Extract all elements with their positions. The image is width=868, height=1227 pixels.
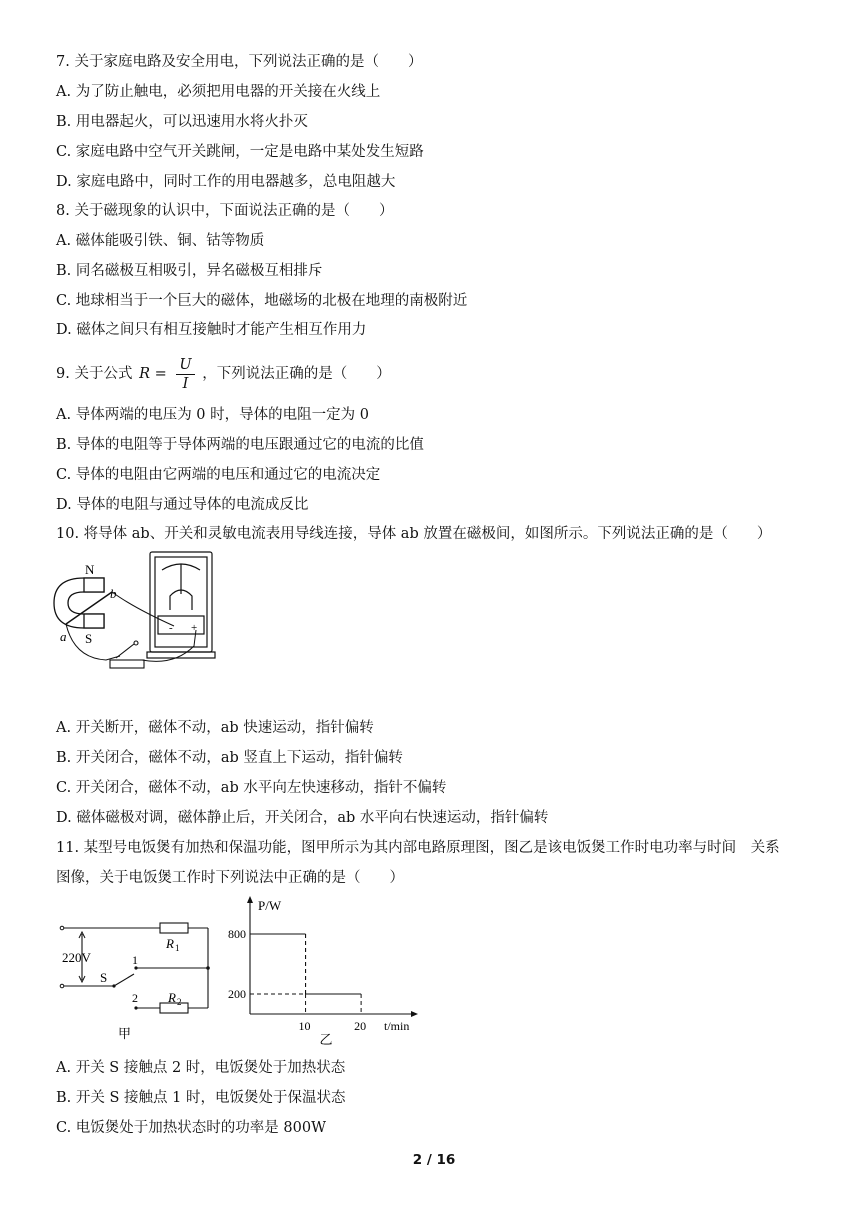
circuit-caption: 甲	[118, 1026, 132, 1041]
magnet-s-label: S	[85, 631, 93, 646]
knife-switch	[110, 641, 144, 668]
contact-1-label: 1	[132, 953, 138, 967]
q8-option-b: B. 同名磁极互相吸引，异名磁极互相排斥	[56, 263, 323, 279]
galvanometer	[147, 552, 215, 658]
x-tick-label: 10	[298, 1019, 311, 1033]
q11-option-c: C. 电饭煲处于加热状态时的功率是 800W	[56, 1120, 326, 1136]
y-axis-arrow	[247, 896, 253, 903]
r1-label: R	[166, 936, 174, 951]
q10-option-b: B. 开关闭合，磁体不动，ab 竖直上下运动，指针偏转	[56, 750, 403, 766]
q9-formula-fraction	[176, 356, 194, 393]
q11-power-time-chart	[228, 896, 426, 1047]
magnet-n-label: N	[85, 562, 95, 577]
q9-option-b: B. 导体的电阻等于导体两端的电压跟通过它的电流的比值	[56, 437, 424, 453]
r2-label: R	[168, 990, 176, 1005]
q10-option-c: C. 开关闭合，磁体不动，ab 水平向左快速移动，指针不偏转	[56, 780, 447, 796]
page-number: 2 / 16	[412, 1152, 456, 1168]
resistor-r1	[160, 923, 188, 933]
q11-option-a: A. 开关 S 接触点 2 时，电饭煲处于加热状态	[56, 1060, 346, 1076]
q10-stem: 10. 将导体 ab、开关和灵敏电流表用导线连接，导体 ab 放置在磁极间，如图所示。下列说法正确的是（ ）	[56, 526, 772, 542]
chart-caption: 乙	[319, 1032, 333, 1047]
q8-option-c: C. 地球相当于一个巨大的磁体，地磁场的北极在地理的南极附近	[56, 293, 468, 309]
q8-option-d: D. 磁体之间只有相互接触时才能产生相互作用力	[56, 322, 367, 338]
galvanometer-minus: -	[169, 622, 173, 634]
q9-stem-prefix: 9. 关于公式	[56, 366, 133, 382]
conductor-b-label: b	[110, 586, 117, 601]
q7-option-c: C. 家庭电路中空气开关跳闸，一定是电路中某处发生短路	[56, 144, 424, 160]
y-tick-label: 800	[228, 927, 246, 941]
switch-s-label: S	[100, 970, 108, 985]
q11-stem-line2: 图像，关于电饭煲工作时下列说法中正确的是（ ）	[56, 870, 404, 886]
q8-stem: 8. 关于磁现象的认识中，下面说法正确的是（ ）	[56, 203, 394, 219]
q9-option-c: C. 导体的电阻由它两端的电压和通过它的电流决定	[56, 467, 381, 483]
q10-option-d: D. 磁体磁极对调，磁体静止后，开关闭合，ab 水平向右快速运动，指针偏转	[56, 810, 549, 826]
x-axis-arrow	[411, 1011, 418, 1017]
q7-option-b: B. 用电器起火，可以迅速用水将火扑灭	[56, 114, 308, 130]
q9-option-a: A. 导体两端的电压为 0 时，导体的电阻一定为 0	[56, 407, 369, 423]
r1-subscript: 1	[175, 943, 180, 953]
r2-subscript: 2	[177, 997, 182, 1007]
q9-formula-numerator: U	[176, 356, 194, 375]
q9-stem	[56, 354, 391, 394]
wire-a	[66, 624, 120, 660]
q11-stem-line1: 11. 某型号电饭煲有加热和保温功能，图甲所示为其内部电路原理图，图乙是该电饭煲工作时电功率与时间 关系	[56, 840, 780, 856]
switch-s-blade	[114, 974, 134, 986]
q7-option-a: A. 为了防止触电，必须把用电器的开关接在火线上	[56, 84, 381, 100]
q10-figure-apparatus	[54, 548, 224, 678]
q7-option-d: D. 家庭电路中，同时工作的用电器越多，总电阻越大	[56, 174, 396, 190]
wire-b	[112, 592, 174, 626]
galvanometer-plus: +	[191, 622, 198, 634]
q9-stem-suffix: ，下列说法正确的是（ ）	[202, 366, 391, 382]
conductor-a-label: a	[60, 629, 67, 644]
q10-option-a: A. 开关断开，磁体不动，ab 快速运动，指针偏转	[56, 720, 374, 736]
q9-formula-denominator: I	[182, 375, 189, 392]
q9-formula-lhs: R =	[139, 366, 167, 382]
x-tick-label: 20	[354, 1019, 367, 1033]
y-tick-label: 200	[228, 987, 246, 1001]
q11-option-b: B. 开关 S 接触点 1 时，电饭煲处于保温状态	[56, 1090, 346, 1106]
q11-circuit-diagram	[56, 910, 226, 1045]
x-axis-label: t/min	[384, 1019, 410, 1033]
q8-option-a: A. 磁体能吸引铁、铜、钴等物质	[56, 233, 265, 249]
voltage-label: 220V	[62, 950, 91, 965]
contact-2-label: 2	[132, 991, 138, 1005]
y-axis-label: P/W	[258, 898, 282, 913]
q9-option-d: D. 导体的电阻与通过导体的电流成反比	[56, 497, 309, 513]
q7-stem: 7. 关于家庭电路及安全用电，下列说法正确的是（ ）	[56, 54, 423, 70]
